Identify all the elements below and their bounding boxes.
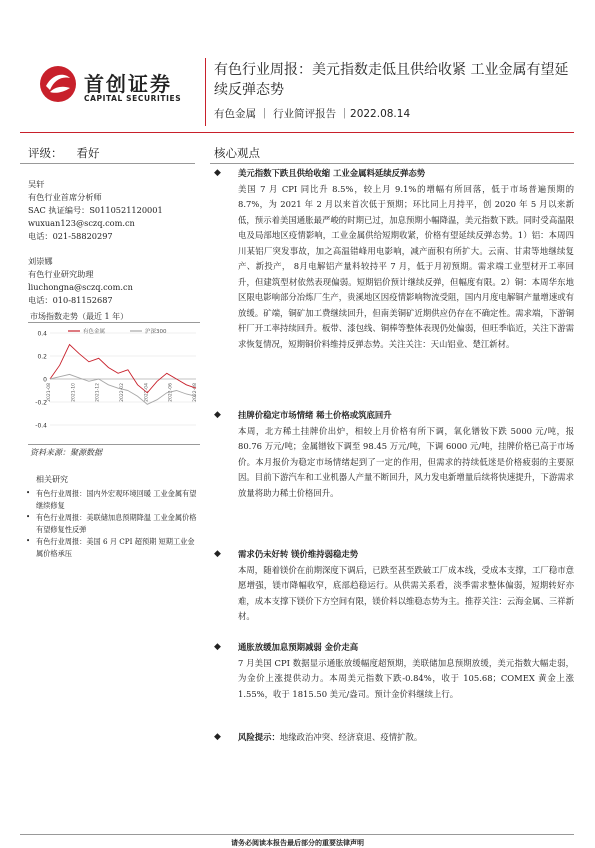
author-title: 有色行业研究助理: [28, 269, 94, 279]
section-body: 地缘政治冲突、经济衰退、疫情扩散。: [279, 732, 423, 742]
report-meta: 有色金属 ｜ 行业简评报告 ｜2022.08.14: [214, 108, 411, 120]
core-section: [214, 547, 574, 625]
header-divider: [205, 58, 206, 126]
rating: [28, 145, 100, 161]
rating-label: 评级：: [28, 146, 63, 160]
logo-mark-icon: [38, 64, 78, 104]
related-title: 相关研究: [36, 475, 68, 484]
author-title: 有色行业首席分析师: [28, 192, 102, 202]
core-section: [214, 408, 574, 501]
report-title: 有色行业周报：美元指数走低且供给收紧 工业金属有望延续反弹态势: [214, 62, 569, 98]
x-tick-label: 2021-12: [95, 383, 101, 402]
author-phone: 电话：021-58820297: [28, 231, 113, 241]
author-phone: 电话：010-81152687: [28, 295, 113, 305]
author-email[interactable]: wuxuan123@sczq.com.cn: [28, 218, 135, 228]
related-item[interactable]: • 有色行业周报：国内外宏观环境回暖 工业金属有望继续修复: [26, 489, 197, 510]
x-tick-label: 2022-04: [144, 383, 150, 402]
author-email[interactable]: liuchongna@sczq.com.cn: [28, 282, 133, 292]
section-heading: 需求仍未好转 镁价维持弱稳走势: [238, 549, 359, 559]
bullet-icon: •: [26, 537, 31, 545]
core-rule: [210, 163, 574, 164]
bullet-icon: ◆: [214, 642, 221, 652]
y-tick-label: -0.2: [35, 399, 47, 407]
bullet-icon: ◆: [214, 549, 221, 559]
company-logo: [38, 64, 198, 114]
rating-rule: [20, 163, 195, 164]
author-sac: SAC 执证编号：S0110521120001: [28, 205, 163, 215]
y-tick-label: 0: [43, 376, 47, 384]
x-tick-label: 2021-10: [71, 383, 77, 402]
rating-value: 看好: [76, 146, 100, 160]
section-heading: 风险提示：: [238, 732, 280, 742]
author-name: 刘崇娜: [28, 256, 53, 266]
brand-name-en: CAPITAL SECURITIES: [84, 94, 182, 103]
section-heading: 美元指数下跌且供给收缩 工业金属料延续反弹态势: [238, 168, 426, 178]
core-heading: 核心观点: [214, 146, 260, 160]
related-item[interactable]: • 有色行业周报：美国 6 月 CPI 超预期 短期工业金属价格承压: [26, 537, 195, 558]
x-tick-label: 2022-06: [168, 383, 174, 402]
section-body: 本周，随着镁价在前期深度下调后，已跌至甚至跌破工厂成本线，受成本支撑，工厂稳市意愿增强，镁市降幅收窄，底部趋稳运行。从供需关系看，淡季需求整体偏弱，短期转好亦难，成本支撑下镁价下方空间有限，镁价料以维稳态势为主。推荐关注：云海金属、三祥新材。: [238, 564, 574, 621]
x-tick-label: 2022-08: [193, 383, 198, 402]
bullet-icon: ◆: [214, 168, 221, 178]
core-section: [214, 730, 574, 746]
section-heading: 挂牌价稳定市场情绪 稀土价格或筑底回升: [238, 410, 392, 420]
chart-title: 市场指数走势（最近 1 年）: [30, 312, 129, 321]
bullet-icon: •: [26, 513, 31, 521]
brand-name-cn: 首创证券: [84, 72, 172, 96]
section-body: 本周，北方稀土挂牌价出炉，相较上月价格有所下调，氧化镨钕下跌 5000 元/吨，报 80.76 万元/吨；金属镨钕下调至 98.45 万元/吨，下调 6000 元/吨，挂牌价格已高于市场价。本月报价为稳定市场情绪起到了一定的作用，但需求的持续低迷是价格疲弱的主要原因。目前下游汽车和工业机器人产量不断回升，风力发电新增量后续将快速提升，下游需求放量将助力稀土价格回升。: [238, 425, 574, 498]
y-tick-label: -0.4: [35, 422, 47, 430]
section-body: 7 月美国 CPI 数据显示通胀放缓幅度超预期，美联储加息预期放缓，美元指数大幅走弱，为金价上涨提供动力。本周美元指数下跌-0.84%，收于 105.68；COMEX 黄金上涨 1.55%，收于 1815.50 美元/盎司。预计金价料继续上行。: [238, 657, 574, 699]
market-index-chart: [28, 325, 200, 440]
x-tick-label: 2021-08: [47, 383, 52, 402]
legend-label: 沪深300: [145, 329, 167, 335]
legend-label: 有色金属: [83, 329, 106, 335]
footer-rule: [20, 834, 574, 835]
related-item[interactable]: • 有色行业周报：美联储加息预期降温 工业金属价格有望修复性反弹: [26, 513, 197, 534]
bullet-icon: •: [26, 489, 31, 497]
footer-note: 请务必阅读本报告最后部分的重要法律声明: [231, 838, 364, 847]
chart-rule: [28, 322, 200, 323]
x-tick-label: 2022-02: [120, 383, 125, 402]
chart-source: 资料来源：聚源数据: [30, 448, 102, 457]
core-section: [214, 640, 574, 702]
author-name: 吴轩: [28, 179, 45, 189]
header-rule: [20, 132, 574, 133]
section-body: 美国 7 月 CPI 同比升 8.5%，较上月 9.1%的增幅有所回落，低于市场普遍预期的 8.7%，为 2021 年 2 月以来首次低于预期；环比同上月持平，创 2020 年 5 月以来新低，预示着美国通胀最严峻的时期已过，加息预期小幅降温，美元指数下跌。同时受高温限电及局部地区疫情影响，工业金属供给短期收紧，价格有望延续反弹态势。1）铝：本周四川某铝厂突发事故，加之高温错峰用电影响，减产面积有所扩大。云南、甘肃等地继续复产、新投产， 8月电解铝产量料较持平 7 月，低于月初预期。需求端工业型材开工率回升，但建筑型材依然表现偏弱。短期铝价预计继续反弹，但幅度有限。2）铜：本周华东地区限电影响部分冶炼厂生产，贵溪地区因疫情影响物流受阻，国内月度电解铜产量增速或有放缓。矿端，铜矿加工费继续回升，但南美铜矿近期供应仍存在不确定性。需求端，下游铜杆厂开工率持续回升。板带、漆包线、铜棒等整体表现仍处偏弱，但旺季临近，关注下游需求恢复情况，短期铜价料维持反弹态势。关注关注：天山铝业、楚江新材。: [238, 183, 574, 349]
y-tick-label: 0.2: [37, 353, 47, 361]
y-tick-label: 0.4: [37, 330, 47, 338]
bullet-icon: ◆: [214, 410, 221, 420]
section-heading: 通胀放缓加息预期减弱 金价走高: [238, 642, 359, 652]
bullet-icon: ◆: [214, 732, 221, 742]
chart-rule: [28, 444, 200, 445]
core-section: [214, 166, 574, 352]
